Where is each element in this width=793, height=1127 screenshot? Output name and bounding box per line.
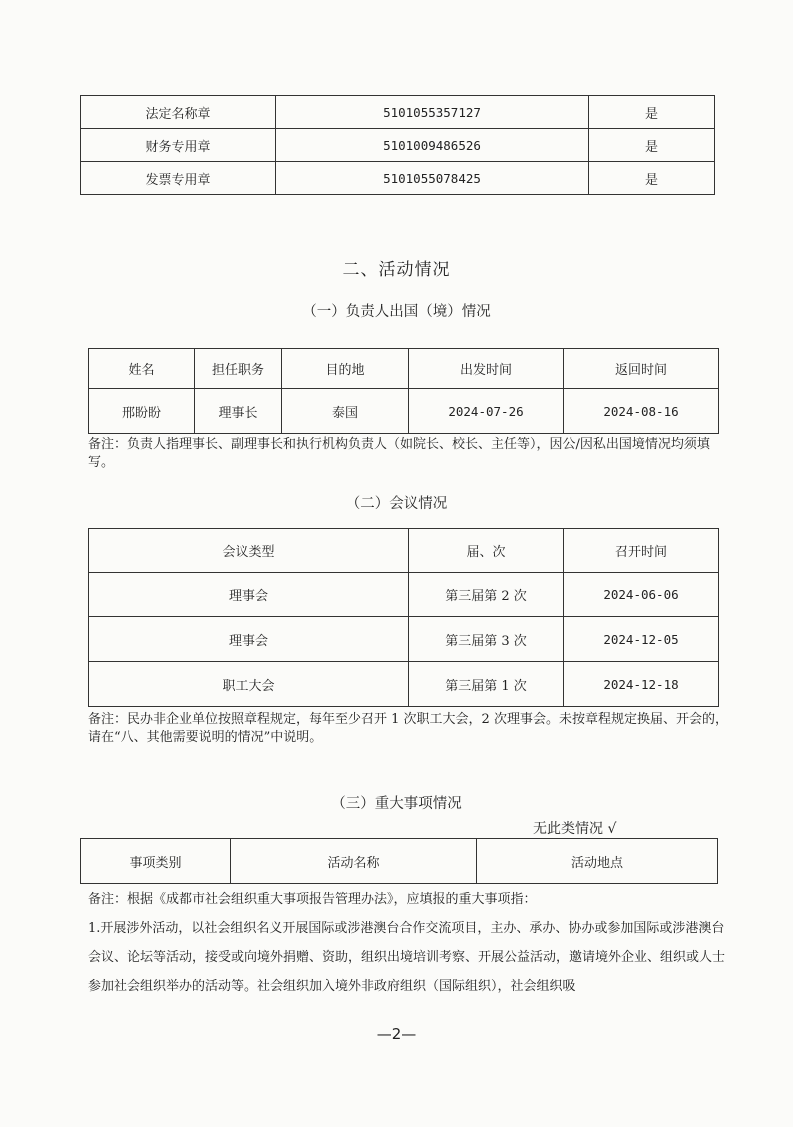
- table-cell: 邢盼盼: [89, 389, 195, 434]
- column-header: 返回时间: [564, 349, 719, 389]
- page-number: —2—: [376, 1025, 417, 1043]
- table-row: [81, 162, 715, 195]
- column-header: 活动地点: [477, 839, 718, 884]
- table-cell: 第三届第 2 次: [409, 573, 564, 617]
- seal-code: 5101055357127: [276, 96, 589, 129]
- seal-code: 5101055078425: [276, 162, 589, 195]
- table-cell: 第三届第 1 次: [409, 662, 564, 707]
- table-cell: 2024-07-26: [409, 389, 564, 434]
- meetings-table: [88, 528, 719, 707]
- meetings-note: 备注：民办非企业单位按照章程规定，每年至少召开 1 次职工大会，2 次理事会。未按章程规定换届、开会的，请在“八、其他需要说明的情况”中说明。: [88, 712, 728, 745]
- table-cell: 职工大会: [89, 662, 409, 707]
- seal-flag: 是: [589, 96, 715, 129]
- seal-flag: 是: [589, 162, 715, 195]
- no-such-case-label: 无此类情况 √: [533, 821, 617, 837]
- table-row: [89, 573, 719, 617]
- column-header: 届、次: [409, 529, 564, 573]
- column-header: 会议类型: [89, 529, 409, 573]
- column-header: 事项类别: [81, 839, 231, 884]
- table-row: [81, 96, 715, 129]
- major-table: [80, 838, 718, 884]
- table-cell: 2024-08-16: [564, 389, 719, 434]
- table-header-row: [81, 839, 718, 884]
- section-title: 二、活动情况: [342, 260, 451, 280]
- major-note: 备注：根据《成都市社会组织重大事项报告管理办法》，应填报的重大事项指：: [88, 892, 537, 907]
- table-cell: 理事会: [89, 573, 409, 617]
- column-header: 召开时间: [564, 529, 719, 573]
- major-paragraph: 1.开展涉外活动，以社会组织名义开展国际或涉港澳台合作交流项目，主办、承办、协办或参加国际或涉港澳台会议、论坛等活动，接受或向境外捐赠、资助，组织出境培训考察、开展公益活动，邀请境外企业、组织或人士参加社会组织举办的活动等。社会组织加入境外非政府组织（国际组织），社会组织吸: [88, 921, 726, 994]
- column-header: 担任职务: [195, 349, 282, 389]
- table-cell: 2024-12-18: [564, 662, 719, 707]
- table-row: [89, 389, 719, 434]
- seal-flag: 是: [589, 129, 715, 162]
- table-cell: 第三届第 3 次: [409, 617, 564, 662]
- travel-table: [88, 348, 719, 434]
- meetings-title: （二）会议情况: [345, 496, 448, 512]
- table-row: [89, 617, 719, 662]
- seal-table: [80, 95, 715, 195]
- column-header: 姓名: [89, 349, 195, 389]
- table-cell: 2024-06-06: [564, 573, 719, 617]
- travel-title: （一）负责人出国（境）情况: [302, 304, 491, 320]
- column-header: 目的地: [282, 349, 409, 389]
- table-cell: 理事会: [89, 617, 409, 662]
- table-row: [89, 662, 719, 707]
- table-header-row: [89, 529, 719, 573]
- major-title: （三）重大事项情况: [331, 796, 462, 812]
- seal-code: 5101009486526: [276, 129, 589, 162]
- travel-note: 备注：负责人指理事长、副理事长和执行机构负责人（如院长、校长、主任等），因公/因私出国境情况均须填写。: [88, 437, 710, 470]
- table-cell: 2024-12-05: [564, 617, 719, 662]
- seal-name: 财务专用章: [81, 129, 276, 162]
- table-row: [81, 129, 715, 162]
- table-header-row: [89, 349, 719, 389]
- column-header: 出发时间: [409, 349, 564, 389]
- seal-name: 法定名称章: [81, 96, 276, 129]
- table-cell: 理事长: [195, 389, 282, 434]
- seal-name: 发票专用章: [81, 162, 276, 195]
- column-header: 活动名称: [231, 839, 477, 884]
- table-cell: 泰国: [282, 389, 409, 434]
